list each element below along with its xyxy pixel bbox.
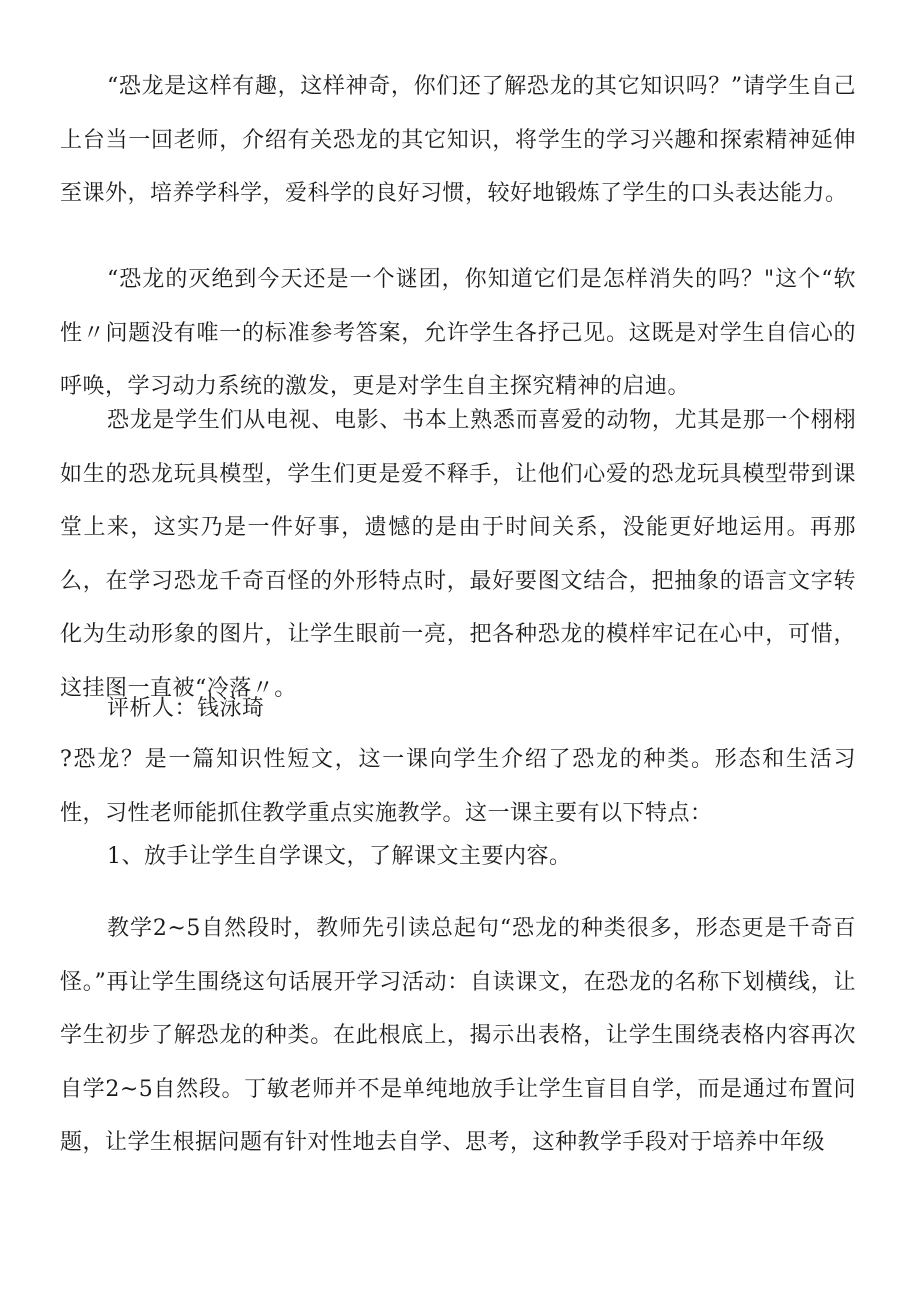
section-heading-1: 1、放手让学生自学课文，了解课文主要内容。 — [107, 844, 572, 869]
paragraph-3: 恐龙是学生们从电视、电影、书本上熟悉而喜爱的动物，尤其是那一个栩栩如生的恐龙玩具模型，学生们更是爱不释手，让他们心爱的恐龙玩具模型带到课堂上来，这实乃是一件好事，遗憾的是由于时间关系，没能更好地运用。再那么，在学习恐龙千奇百怪的外形特点时，最好要图文结合，把抽象的语言文字转化为生动形象的图片，让学生眼前一亮，把各种恐龙的模样牢记在心中，可惜，这挂图一直被“冷落〃。 — [60, 408, 856, 701]
paragraph-2: “恐龙的灭绝到今天还是一个谜团，你知道它们是怎样消失的吗？"这个“软性〃问题没有唯一的标准参考答案，允许学生各抒己见。这既是对学生自信心的呼唤，学习动力系统的激发，更是对学生自主探究精神的启迪。 — [60, 267, 856, 399]
paragraph-1: “恐龙是这样有趣，这样神奇，你们还了解恐龙的其它知识吗？”请学生自己上台当一回老师，介绍有关恐龙的其它知识，将学生的学习兴趣和探索精神延伸至课外，培养学科学，爱科学的良好习惯，较好地锻炼了学生的口头表达能力。 — [60, 74, 856, 206]
reviewer-line: 评析人：钱泳琦 — [107, 696, 265, 721]
paragraph-7: 教学2~5自然段时，教师先引读总起句“恐龙的种类很多，形态更是千奇百怪。”再让学生围绕这句话展开学习活动：自读课文，在恐龙的名称下划横线，让学生初步了解恐龙的种类。在此根底上，揭示出表格，让学生围绕表格内容再次自学2~5自然段。丁敏老师并不是单纯地放手让学生盲目自学，而是通过布置问题，让学生根据问题有针对性地去自学、思考，这种教学手段对于培养中年级 — [60, 916, 856, 1155]
paragraph-5: ?恐龙？是一篇知识性短文，这一课向学生介绍了恐龙的种类。形态和生活习性，习性老师能抓住教学重点实施教学。这一课主要有以下特点： — [60, 747, 856, 826]
